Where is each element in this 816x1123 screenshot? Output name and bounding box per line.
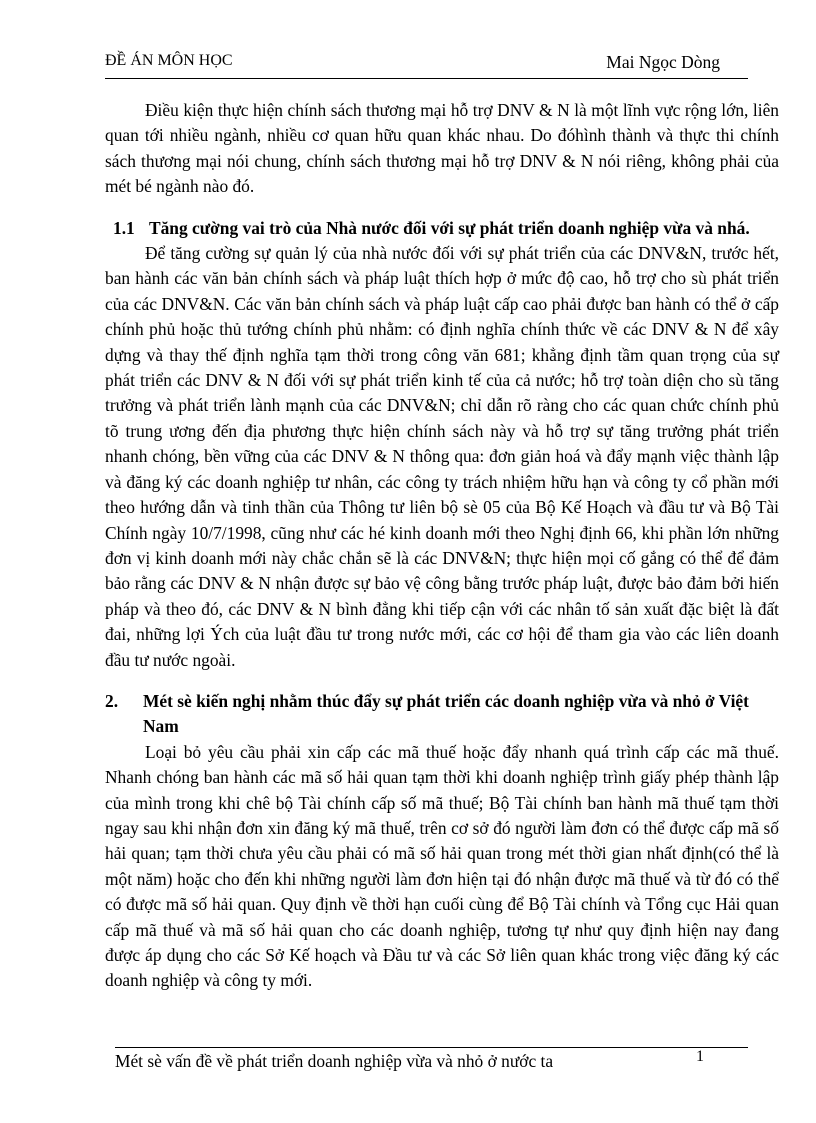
footer-document-title: Mét sè vấn đề về phát triển doanh nghiệp vừa và nhỏ ở nước ta <box>115 1051 554 1071</box>
section-1-1-body: Để tăng cường sự quản lý của nhà nước đối với sự phát triển của các DNV&N, trước hết, ban hành các văn bản chính sách và pháp luật thích hợp ở mức độ cao, hỗ trợ cho sù phát triển của các DNV&N. Các văn bản chính sách và pháp luật cấp cao phải được ban hành có thể ở cấp chính phủ hoặc thủ tướng chính phủ nhằm: có định nghĩa chính thức về các DNV & N để xây dựng và thay thế định nghĩa tạm thời trong công văn 681; khẳng định tầm quan trọng của sự phát triển các DNV & N đối với sự phát triển kinh tế của cả nước; hỗ trợ toàn diện cho sù tăng trưởng và phát triển lành mạnh của các DNV&N; chỉ dẫn rõ ràng cho các quan chức chính phủ tõ trung ương đến địa phương thực hiện chính sách này và hỗ trợ sự tăng trưởng phát triển nhanh chóng, bền vững của các DNV & N thông qua: đơn giản hoá và đẩy mạnh việc thành lập và đăng ký các doanh nghiệp tư nhân, các công ty trách nhiệm hữu hạn và công ty cổ phần mới theo hướng dẫn và tinh thần của Thông tư liên bộ sè 05 của Bộ Kế Hoạch và đầu tư và Bộ Tài Chính ngày 10/7/1998, cũng như các hé kinh doanh mới theo Nghị định 66, khi phần lớn những đơn vị kinh doanh mới này chắc chắn sẽ là các DNV&N; thực hiện mọi cố gắng có thể để đảm bảo rằng các DNV & N nhận được sự bảo vệ công bằng trước pháp luật, được bảo đảm bởi hiến pháp và theo đó, các DNV & N bình đẳng khi tiếp cận với các nhân tố sản xuất đặc biệt là đất đai, những lợi Ých của luật đầu tư trong nước mới, các cơ hội để tham gia vào các liên doanh đầu tư nước ngoài. <box>105 243 779 670</box>
section-title: Tăng cường vai trò của Nhà nước đối với sự phát triển doanh nghiệp vừa và nhá. <box>149 217 750 238</box>
header-author: Mai Ngọc Dòng <box>606 52 720 72</box>
section-2-body: Loại bỏ yêu cầu phải xin cấp các mã thuế hoặc đẩy nhanh quá trình cấp các mã thuế. Nhanh chóng ban hành các mã số hải quan tạm thời khi doanh nghiệp trình giấy phép thành lập của mình trong khi chê bộ Tài chính cấp số mã thuế; Bộ Tài chính ban hành mã thuế tạm thời ngay sau khi nhận đơn xin đăng ký mã thuế, trên cơ sở đó người làm đơn có thể được cấp mã số hải quan; tạm thời chưa yêu cầu phải có mã số hải quan trong mét thời gian nhất định(có thể là một năm) hoặc cho đến khi những người làm đơn hiện tại đó nhận được mã thuế và từ đó có thể có được mã số hải quan. Quy định về thời hạn cuối cùng để Bộ Tài chính và Tổng cục Hải quan cấp mã thuế và mã số hải quan cho các doanh nghiệp, tương tự như quy định hiện nay đang được áp dụng cho các Sở Kế hoạch và Đầu tư và các Sở liên quan khác trong việc đăng ký các doanh nghiệp và công ty mới. <box>105 741 779 991</box>
intro-paragraph: Điều kiện thực hiện chính sách thương mại hỗ trợ DNV & N là một lĩnh vực rộng lớn, liên quan tới nhiều ngành, nhiều cơ quan hữu quan khác nhau. Do đóhình thành và thực thi chính sách thương mại nói chung, chính sách thương mại hỗ trợ DNV & N nói riêng, không phải của mét bé ngành nào đó. <box>105 100 779 197</box>
header-course-title: ĐỀ ÁN MÔN HỌC <box>105 52 233 69</box>
section-number: 2. <box>105 690 119 711</box>
page-number: 1 <box>696 1048 704 1065</box>
page-header <box>105 52 748 79</box>
page-footer <box>115 1047 748 1071</box>
section-number: 1.1 <box>113 217 135 238</box>
section-title: Mét sè kiến nghị nhằm thúc đẩy sự phát triển các doanh nghiệp vừa và nhỏ ở Việt Nam <box>143 690 749 737</box>
document-body <box>105 98 779 994</box>
section-heading-1-1 <box>105 216 779 241</box>
section-heading-2 <box>105 689 779 740</box>
